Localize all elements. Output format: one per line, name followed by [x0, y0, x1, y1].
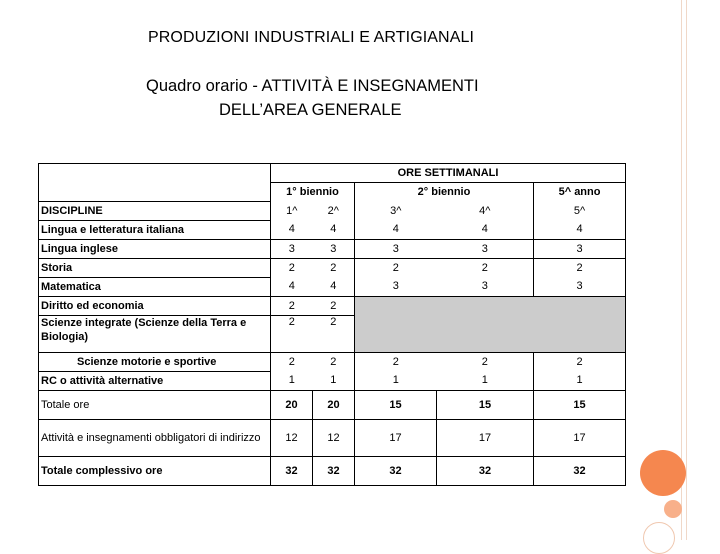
cell-value: 15	[534, 390, 626, 419]
cell-value: 2	[534, 258, 626, 277]
cell-value: 17	[534, 419, 626, 456]
year-header: 1^	[271, 201, 313, 220]
row-label: Matematica	[39, 277, 271, 296]
cell-value: 2	[271, 352, 313, 371]
table-row-attivita	[39, 419, 626, 456]
table-row	[39, 258, 626, 277]
timetable	[38, 163, 626, 486]
cell-value: 1	[481, 374, 488, 387]
cell-value: 3	[355, 239, 437, 258]
row-label: RC o attività alternative	[39, 371, 271, 390]
row-label: Scienze integrate (Scienze della Terra e Biologia)	[39, 315, 271, 352]
decorative-circle-small	[664, 500, 682, 518]
cell-value: 20	[271, 390, 313, 419]
cell-value: 32	[355, 456, 437, 485]
cell-value: 2	[313, 352, 355, 371]
cell-value: 1	[534, 371, 626, 390]
header-ore-settimanali: ORE SETTIMANALI	[271, 164, 626, 183]
table-row-totale-complessivo	[39, 456, 626, 485]
cell-value: 32	[271, 456, 313, 485]
cell-value: 3	[534, 239, 626, 258]
cell-value: 12	[271, 419, 313, 456]
cell-value: 17	[355, 419, 437, 456]
cell-value: 2	[271, 258, 313, 277]
cell-value: 4	[330, 280, 337, 293]
year-header: 4^	[479, 204, 491, 217]
cell-value: 2	[271, 315, 313, 352]
table-row	[39, 296, 626, 315]
row-label: Totale complessivo ore	[39, 456, 271, 485]
header-secondo-biennio: 2° biennio	[355, 183, 534, 202]
cell-value: 15	[355, 390, 437, 419]
year-header: 3^	[355, 201, 437, 220]
cell-value: 2	[437, 258, 534, 277]
cell-value: 2	[355, 352, 437, 371]
cell-value: 2	[313, 258, 355, 277]
decorative-circle-large	[640, 450, 686, 496]
cell-value: 2	[534, 352, 626, 371]
cell-value: 3	[534, 277, 626, 296]
row-label: Lingua inglese	[39, 239, 271, 258]
row-label: Scienze motorie e sportive	[39, 352, 271, 371]
cell-value: 20	[313, 390, 355, 419]
table-row-totale-ore	[39, 390, 626, 419]
cell-value: 4	[534, 220, 626, 239]
table-row	[39, 239, 626, 258]
cell-value: 4	[355, 220, 437, 239]
cell-value: 12	[313, 419, 355, 456]
cell-value: 32	[534, 456, 626, 485]
subtitle-line-2: DELL’AREA GENERALE	[219, 101, 402, 119]
cell-value: 3	[271, 239, 313, 258]
cell-value: 3	[355, 277, 437, 296]
cell-value: 4	[481, 223, 488, 236]
grey-blank-block	[355, 296, 626, 352]
cell-value: 15	[437, 390, 534, 419]
cell-value: 2	[355, 258, 437, 277]
cell-value: 32	[437, 456, 534, 485]
cell-value: 1	[330, 374, 337, 387]
row-label: Diritto ed economia	[39, 296, 271, 315]
table-row	[39, 277, 626, 296]
row-label: Totale ore	[39, 390, 271, 419]
cell-value: 32	[313, 456, 355, 485]
cell-value: 4	[330, 223, 337, 236]
row-label: Storia	[39, 258, 271, 277]
frame-line-right-inner	[686, 0, 687, 540]
row-label: Attività e insegnamenti obbligatori di indirizzo	[39, 419, 271, 456]
cell-value: 4	[271, 220, 313, 239]
subtitle-line-1: Quadro orario - ATTIVITÀ E INSEGNAMENTI	[146, 77, 479, 95]
cell-value: 3	[481, 280, 488, 293]
cell-value: 17	[437, 419, 534, 456]
table-row	[39, 352, 626, 371]
decorative-circle-ring	[643, 522, 675, 554]
table-row	[39, 220, 626, 239]
cell-value: 3	[437, 239, 534, 258]
cell-value: 4	[271, 277, 313, 296]
cell-value: 2	[437, 352, 534, 371]
cell-value: 2	[313, 296, 355, 315]
cell-value: 2	[313, 315, 355, 352]
cell-value: 3	[313, 239, 355, 258]
cell-value: 1	[271, 371, 313, 390]
cell-value: 1	[355, 371, 437, 390]
header-primo-biennio: 1° biennio	[271, 183, 355, 202]
header-quinto-anno: 5^ anno	[534, 183, 626, 202]
header-discipline: DISCIPLINE	[39, 201, 271, 220]
page-title: PRODUZIONI INDUSTRIALI E ARTIGIANALI	[148, 29, 475, 46]
year-header: 5^	[534, 201, 626, 220]
table-row	[39, 371, 626, 390]
row-label: Lingua e letteratura italiana	[39, 220, 271, 239]
cell-value: 2	[271, 296, 313, 315]
year-header: 2^	[327, 204, 339, 217]
